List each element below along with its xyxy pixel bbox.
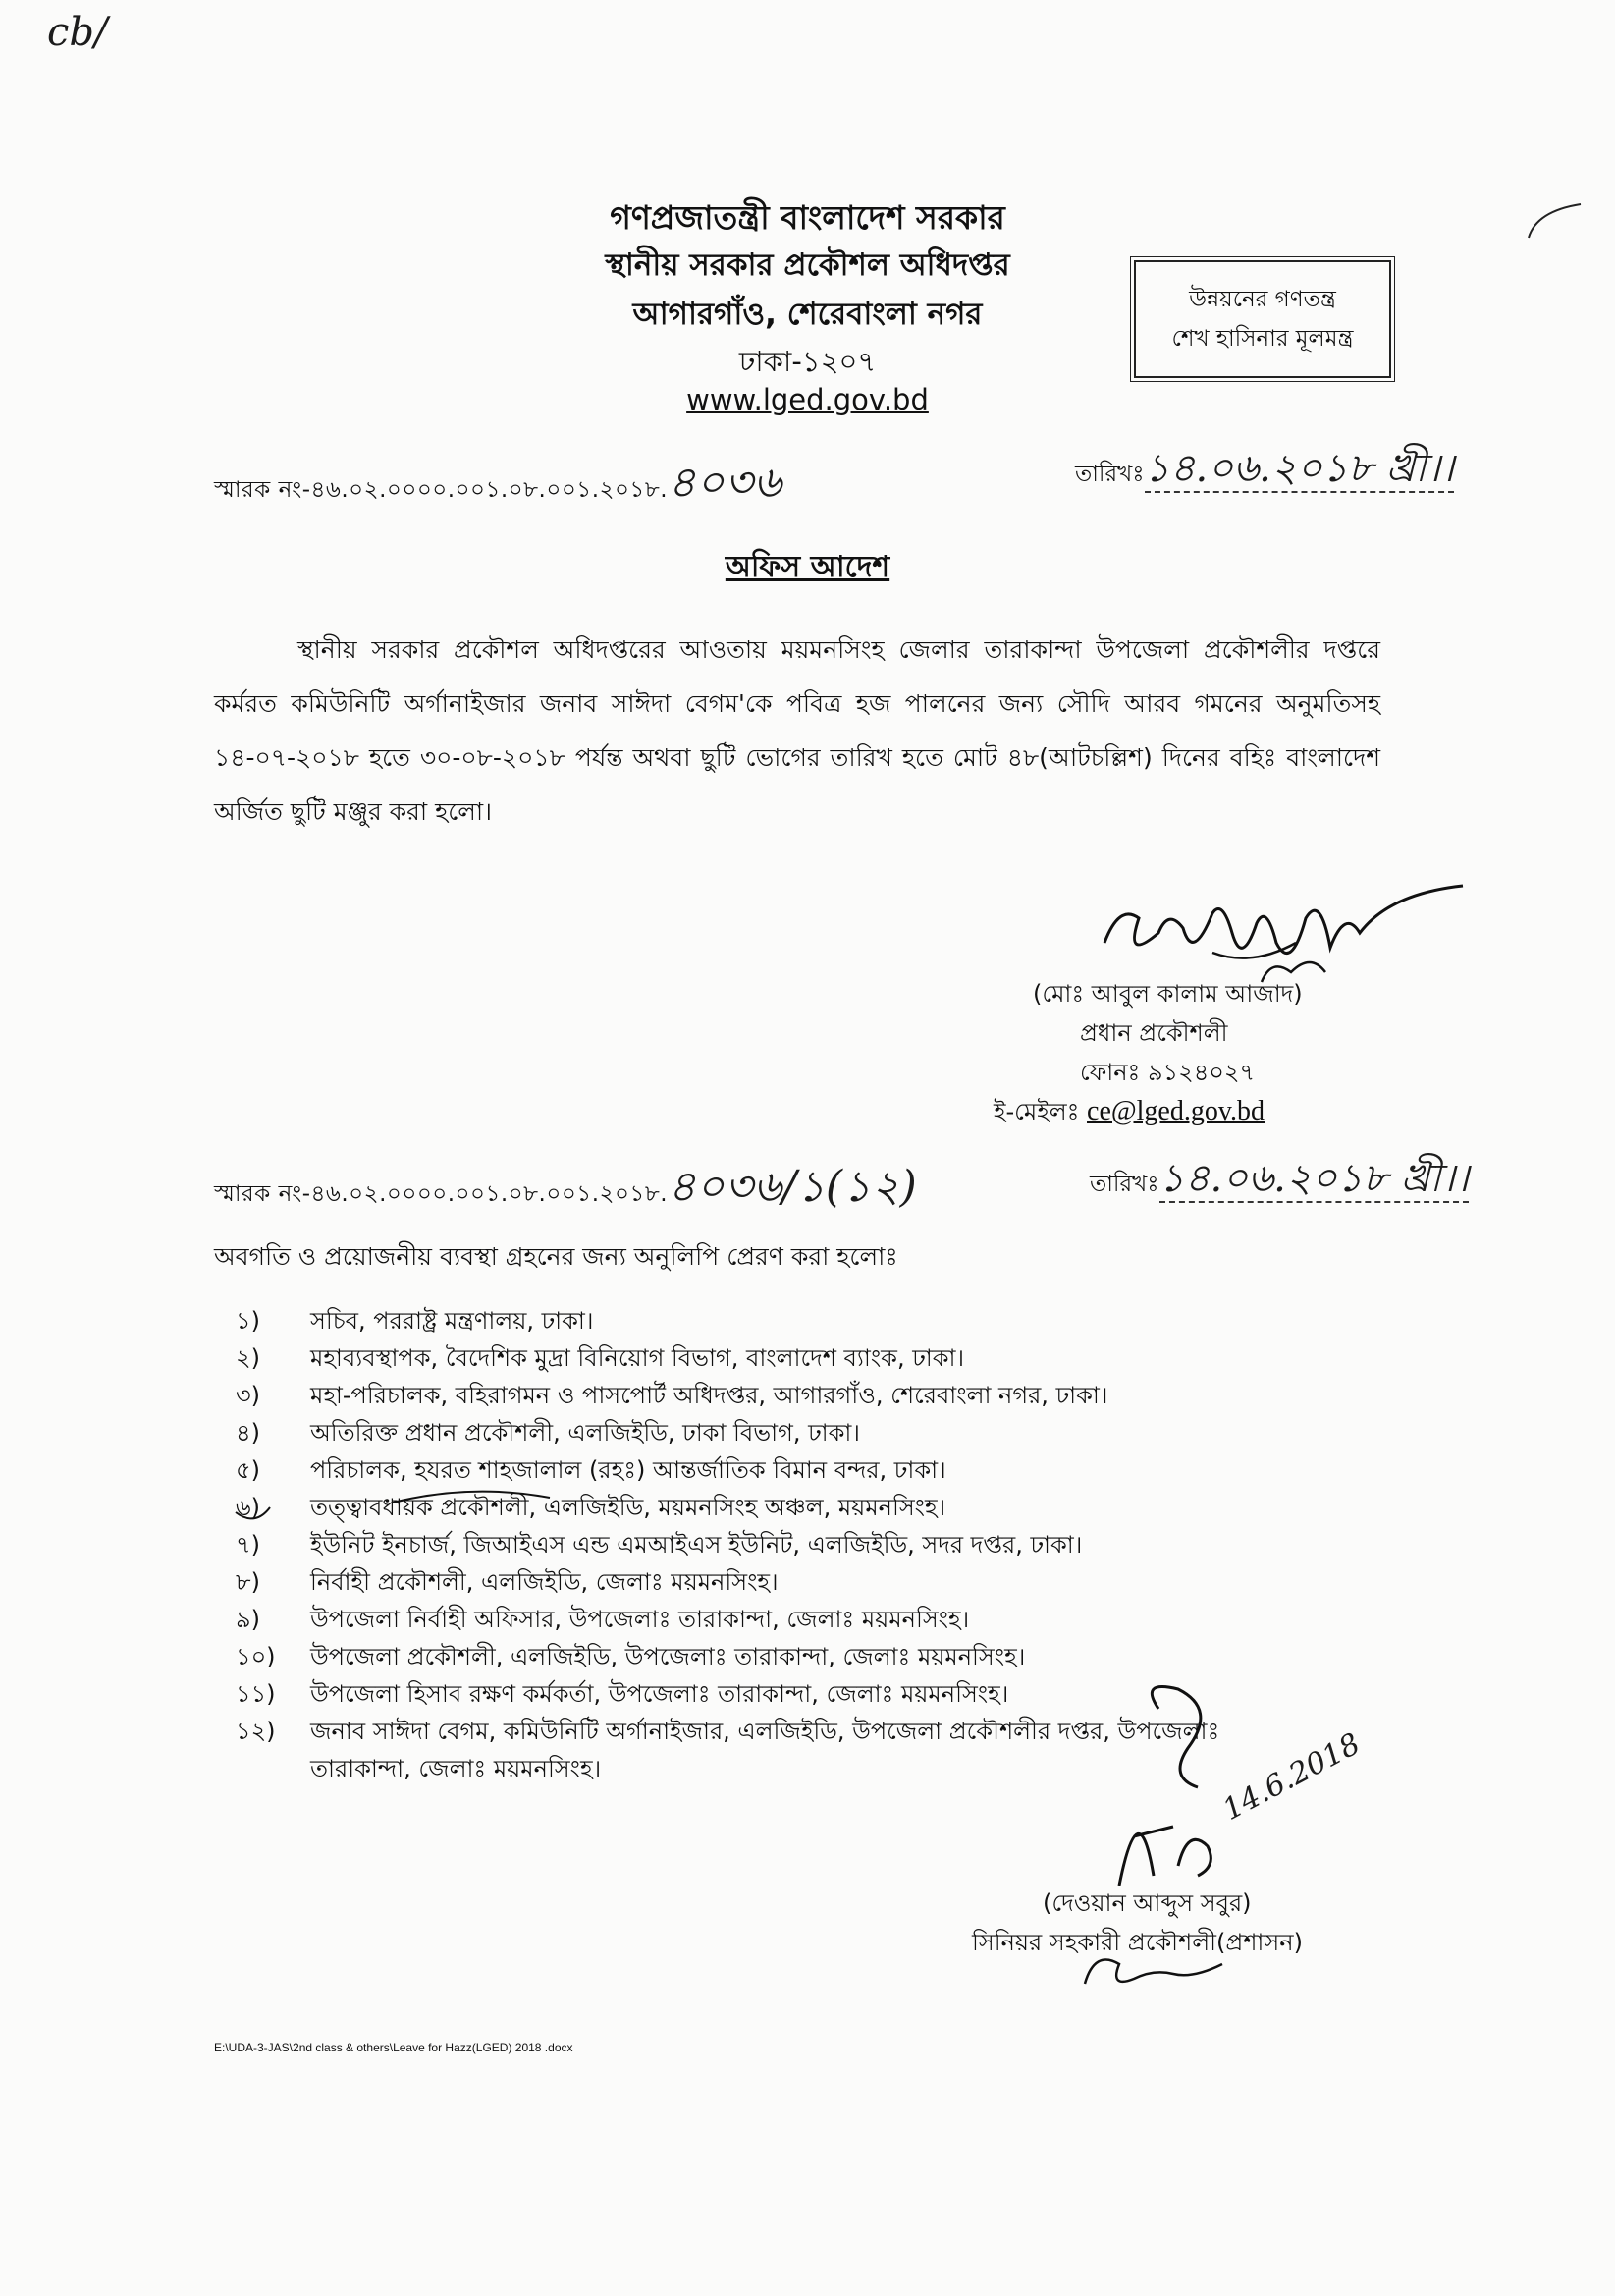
signatory-title: সিনিয়র সহকারী প্রকৌশলী(প্রশাসন) [972, 1929, 1303, 1956]
list-item: ১) সচিব, পররাষ্ট্র মন্ত্রণালয়, ঢাকা। [236, 1307, 594, 1335]
memo-number-1 [214, 450, 781, 521]
date-label: তারিখঃ [1090, 1172, 1159, 1197]
list-item: ৭) ইউনিট ইনচার্জ, জিআইএস এন্ড এমআইএস ইউনিট, এলজিইডি, সদর দপ্তর, ঢাকা। [236, 1531, 1083, 1558]
list-item: ৮) নির্বাহী প্রকৌশলী, এলজিইডি, জেলাঃ ময়মনসিংহ। [236, 1568, 779, 1596]
file-path-footer: E:\UDA-3-JAS\2nd class & others\Leave for Hazz(LGED) 2018 .docx [214, 2041, 573, 2054]
date-label: তারিখঃ [1075, 462, 1145, 487]
signatory-name: (মোঃ আবুল কালাম আজাদ) [1033, 980, 1303, 1008]
list-item: ৬) তত্ত্বাবধায়ক প্রকৌশলী, এলজিইডি, ময়মনসিংহ অঞ্চল, ময়মনসিংহ। [236, 1494, 946, 1521]
list-item: ২) মহাব্যবস্থাপক, বৈদেশিক মুদ্রা বিনিয়োগ বিভাগ, বাংলাদেশ ব্যাংক, ঢাকা। [236, 1344, 965, 1372]
dept-name: স্থানীয় সরকার প্রকৌশল অধিদপ্তর [605, 247, 1010, 283]
list-item: ৯) উপজেলা নির্বাহী অফিসার, উপজেলাঃ তারাকান্দা, জেলাঃ ময়মনসিংহ। [236, 1606, 970, 1633]
slogan-line-2: শেখ হাসিনার মূলমন্ত্র [1171, 326, 1354, 352]
email-link[interactable]: ce@lged.gov.bd [1087, 1096, 1265, 1126]
office-order-body: স্থানীয় সরকার প্রকৌশল অধিদপ্তরের আওতায় ময়মনসিংহ জেলার তারাকান্দা উপজেলা প্রকৌশলীর দপ্তরে কর্মরত কমিউনিটি অর্গানাইজার জনাব সাঈদা বেগম'কে পবিত্র হজ পালনের জন্য সৌদি আরব গমনের অনুমতিসহ ১৪-০৭-২০১৮ হতে ৩০-০৮-২০১৮ পর্যন্ত অথবা ছুটি ভোগের তারিখ হতে মোট ৪৮(আটচল্লিশ) দিনের বহিঃ বাংলাদেশ অর্জিত ছুটি মঞ্জুর করা হলো। [214, 635, 1380, 826]
office-order-title: অফিস আদেশ [725, 550, 890, 584]
email-label: ই-মেইলঃ [994, 1098, 1080, 1125]
list-item: ৩) মহা-পরিচালক, বহিরাগমন ও পাসপোর্ট অধিদপ্তর, আগারগাঁও, শেরেবাংলা নগর, ঢাকা। [236, 1382, 1108, 1409]
handwritten-sign-date: 14.6.2018 [1217, 1726, 1367, 1828]
city-line: ঢাকা-১২০৭ [738, 345, 877, 378]
govt-name: গণপ্রজাতন্ত্রী বাংলাদেশ সরকার [610, 198, 1005, 237]
signatory-chief-engineer [994, 974, 1386, 1131]
list-item: ১১) উপজেলা হিসাব রক্ষণ কর্মকর্তা, উপজেলাঃ তারাকান্দা, জেলাঃ ময়মনসিংহ। [236, 1680, 1009, 1708]
pen-check-marks [226, 1478, 776, 1586]
memo-date-1 [1075, 437, 1454, 503]
memo-label: স্মারক নং-৪৬.০২.০০০০.০০১.০৮.০০১.২০১৮. [214, 477, 669, 503]
handwritten-date: ১৪.০৬.২০১৮ খ্রী।। [1158, 1156, 1470, 1201]
signature-senior-assistant-engineer [1075, 1940, 1232, 1998]
signatory-title: প্রধান প্রকৌশলী [1080, 1019, 1228, 1047]
slogan-box [1134, 260, 1391, 378]
memo-handwritten-number: ৪০৩৬/১(১২) [668, 1162, 918, 1212]
copy-forward-intro: অবগতি ও প্রয়োজনীয় ব্যবস্থা গ্রহনের জন্য অনুলিপি প্রেরণ করা হলোঃ [214, 1242, 898, 1271]
slogan-line-1: উন্নয়নের গণতন্ত্র [1189, 287, 1336, 312]
handwritten-date: ১৪.০৬.২০১৮ খ্রী।। [1144, 446, 1455, 491]
list-item: ৫) পরিচালক, হযরত শাহজালাল (রহঃ) আন্তর্জাতিক বিমান বন্দর, ঢাকা। [236, 1456, 946, 1484]
signatory-name: (দেওয়ান আব্দুস সবুর) [1043, 1889, 1252, 1917]
memo-number-2 [214, 1154, 917, 1226]
corner-handwritten-mark: cb/ [47, 10, 108, 55]
memo-date-2 [1090, 1147, 1469, 1213]
address-line: আগারগাঁও, শেরেবাংলা নগর [632, 297, 983, 332]
memo-label: স্মারক নং-৪৬.০২.০০০০.০০১.০৮.০০১.২০১৮. [214, 1181, 669, 1207]
list-item: ১২) জনাব সাঈদা বেগম, কমিউনিটি অর্গানাইজার, এলজিইডি, উপজেলা প্রকৌশলীর দপ্তর, উপজেলাঃ তারাকান্দা, জেলাঃ ময়মনসিংহ। [236, 1718, 1220, 1782]
signatory-phone: ফোনঃ ৯১২৪০২৭ [1080, 1059, 1256, 1086]
list-item: ১০) উপজেলা প্রকৌশলী, এলজিইডি, উপজেলাঃ তারাকান্দা, জেলাঃ ময়মনসিংহ। [236, 1643, 1026, 1670]
signatory-email-row [994, 1092, 1386, 1131]
website-link[interactable]: www.lged.gov.bd [686, 383, 929, 416]
list-item: ৪) অতিরিক্ত প্রধান প্রকৌশলী, এলজিইডি, ঢাকা বিভাগ, ঢাকা। [236, 1419, 860, 1447]
memo-handwritten-number: ৪০৩৬ [668, 458, 782, 508]
